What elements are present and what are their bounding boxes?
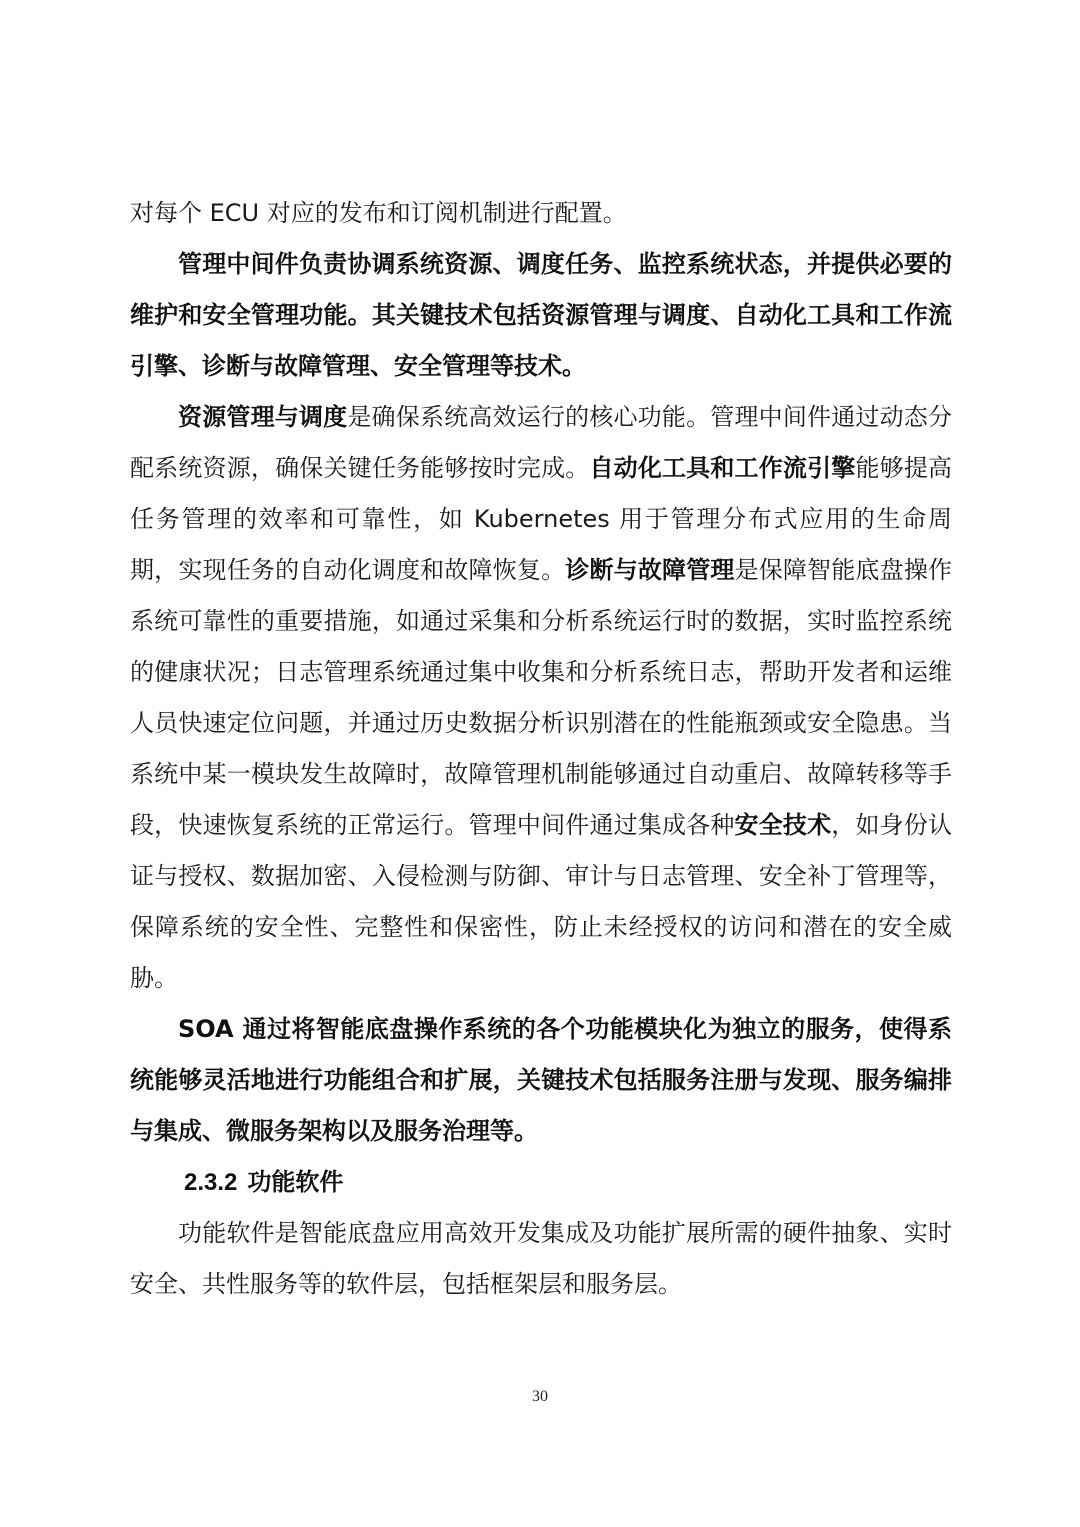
paragraph-soa: SOA 通过将智能底盘操作系统的各个功能模块化为独立的服务，使得系统能够灵活地进行功能组合和扩展，关键技术包括服务注册与发现、服务编排与集成、微服务架构以及服务治理等。 [130,1015,952,1145]
term-security-tech: 安全技术 [734,811,832,839]
paragraph-ecu-config: 对每个 ECU 对应的发布和订阅机制进行配置。 [130,199,627,227]
section-number: 2.3.2 [184,1169,238,1196]
page-number: 30 [532,1388,548,1405]
paragraph-functional-software: 功能软件是智能底盘应用高效开发集成及功能扩展所需的硬件抽象、实时安全、共性服务等的软件层，包括框架层和服务层。 [130,1219,952,1298]
paragraph-resource-management [130,392,952,1004]
term-diagnosis-fault: 诊断与故障管理 [565,556,735,584]
text-security-tech: ，如身份认证与授权、数据加密、入侵检测与防御、审计与日志管理、安全补丁管理等，保障系统的安全性、完整性和保密性，防止未经授权的访问和潜在的安全威胁。 [130,811,953,992]
text-automation-workflow: 能够提高任务管理的效率和可靠性，如 Kubernetes 用于管理分布式应用的生命周期，实现任务的自动化调度和故障恢复。 [130,454,952,584]
text-resource-scheduling: 是确保系统高效运行的核心功能。管理中间件通过动态分配系统资源，确保关键任务能够按时完成。 [130,403,953,482]
term-automation-workflow: 自动化工具和工作流引擎 [589,454,856,482]
section-heading [130,1157,952,1208]
term-resource-scheduling: 资源管理与调度 [178,403,348,431]
text-diagnosis-fault: 是保障智能底盘操作系统可靠性的重要措施，如通过采集和分析系统运行时的数据，实时监控系统的健康状况；日志管理系统通过集中收集和分析系统日志，帮助开发者和运维人员快速定位问题，并通过历史数据分析识别潜在的性能瓶颈或安全隐患。当系统中某一模块发生故障时，故障管理机制能够通过自动重启、故障转移等手段，快速恢复系统的正常运行。管理中间件通过集成各种 [130,556,953,839]
page-content [130,188,952,1310]
paragraph-management-middleware: 管理中间件负责协调系统资源、调度任务、监控系统状态，并提供必要的维护和安全管理功能。其关键技术包括资源管理与调度、自动化工具和工作流引擎、诊断与故障管理、安全管理等技术。 [130,250,952,380]
section-title: 功能软件 [247,1168,344,1196]
